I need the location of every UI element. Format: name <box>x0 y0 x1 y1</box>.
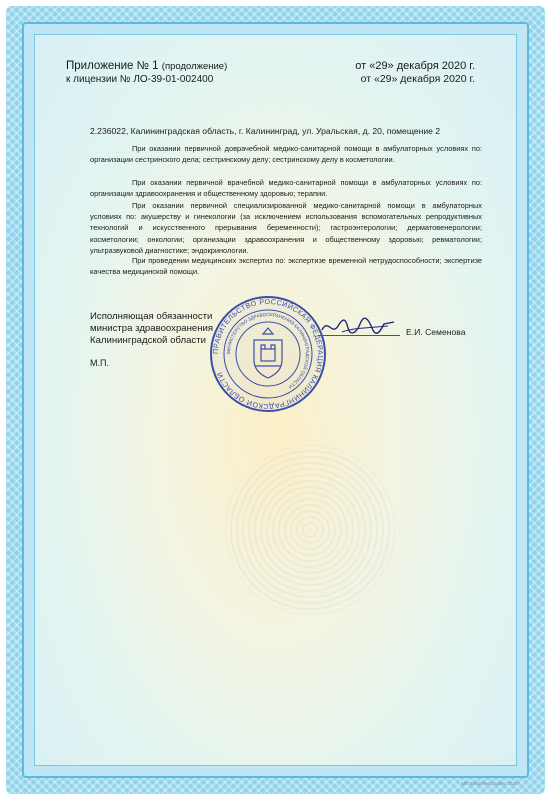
seal-inner-text: МИНИСТЕРСТВО ЗДРАВООХРАНЕНИЯ КАЛИНИНГРАДСКОЙ ОБЛАСТИ <box>225 311 311 390</box>
license-number: к лицензии № ЛО-39-01-002400 <box>66 74 214 85</box>
handwritten-signature <box>318 314 398 338</box>
signatory-position-line-1: Исполняющая обязанности <box>90 311 213 322</box>
activity-address: 2.236022, Калининградская область, г. Калининград, ул. Уральская, д. 20, помещение 2 <box>90 126 441 136</box>
printer-footnote: МК ПрофЛексСервис 2020 г. <box>461 781 521 786</box>
header-right <box>355 60 475 86</box>
appendix-title <box>66 60 227 73</box>
seal-outer-text: ПРАВИТЕЛЬСТВО РОССИЙСКАЯ ФЕДЕРАЦИЯ КАЛИНИНГРАДСКОЙ ОБЛАСТИ <box>210 296 326 412</box>
official-seal <box>208 294 328 414</box>
services-paragraph-1: При оказании первичной доврачебной медико-санитарной помощи в амбулаторных условиях по: организации сестринского дела; сестринскому делу; сестринскому делу в косметологии. <box>90 144 482 165</box>
signatory-position-line-3: Калининградской области <box>90 335 206 346</box>
services-paragraph-4: При проведении медицинских экспертиз по: экспертизе временной нетрудоспособности; экспертизе качества медицинской помощи. <box>90 256 482 277</box>
appendix-date: от «29» декабря 2020 г. <box>355 60 475 72</box>
license-date: от «29» декабря 2020 г. <box>360 73 475 85</box>
header-left <box>66 60 227 86</box>
stamp-mark: М.П. <box>90 358 109 368</box>
signatory-name: Е.И. Семенова <box>406 327 466 337</box>
signatory-position <box>90 311 213 347</box>
guilloche-rosette <box>225 445 395 615</box>
signatory-position-line-2: министра здравоохранения <box>90 323 214 334</box>
appendix-title-main: Приложение № 1 <box>66 60 159 72</box>
appendix-title-note: (продолжение) <box>161 61 228 72</box>
services-paragraph-2: При оказании первичной врачебной медико-санитарной помощи в амбулаторных условиях по: организации здравоохранения и общественному здоровью; терапии. <box>90 178 482 199</box>
services-paragraph-3: При оказании первичной специализированной медико-санитарной помощи в амбулаторных условиях по: акушерству и гинекологии (за исключением использования вспомогательных репродуктивных технологий и искусственного прерывания беременности); гастроэнтерологии; дерматовенерологии; косметологии; онкологии; организации здравоохранения и общественному здоровью; ревматологии; ультразвуковой диагностике; эндокринологии. <box>90 201 482 255</box>
